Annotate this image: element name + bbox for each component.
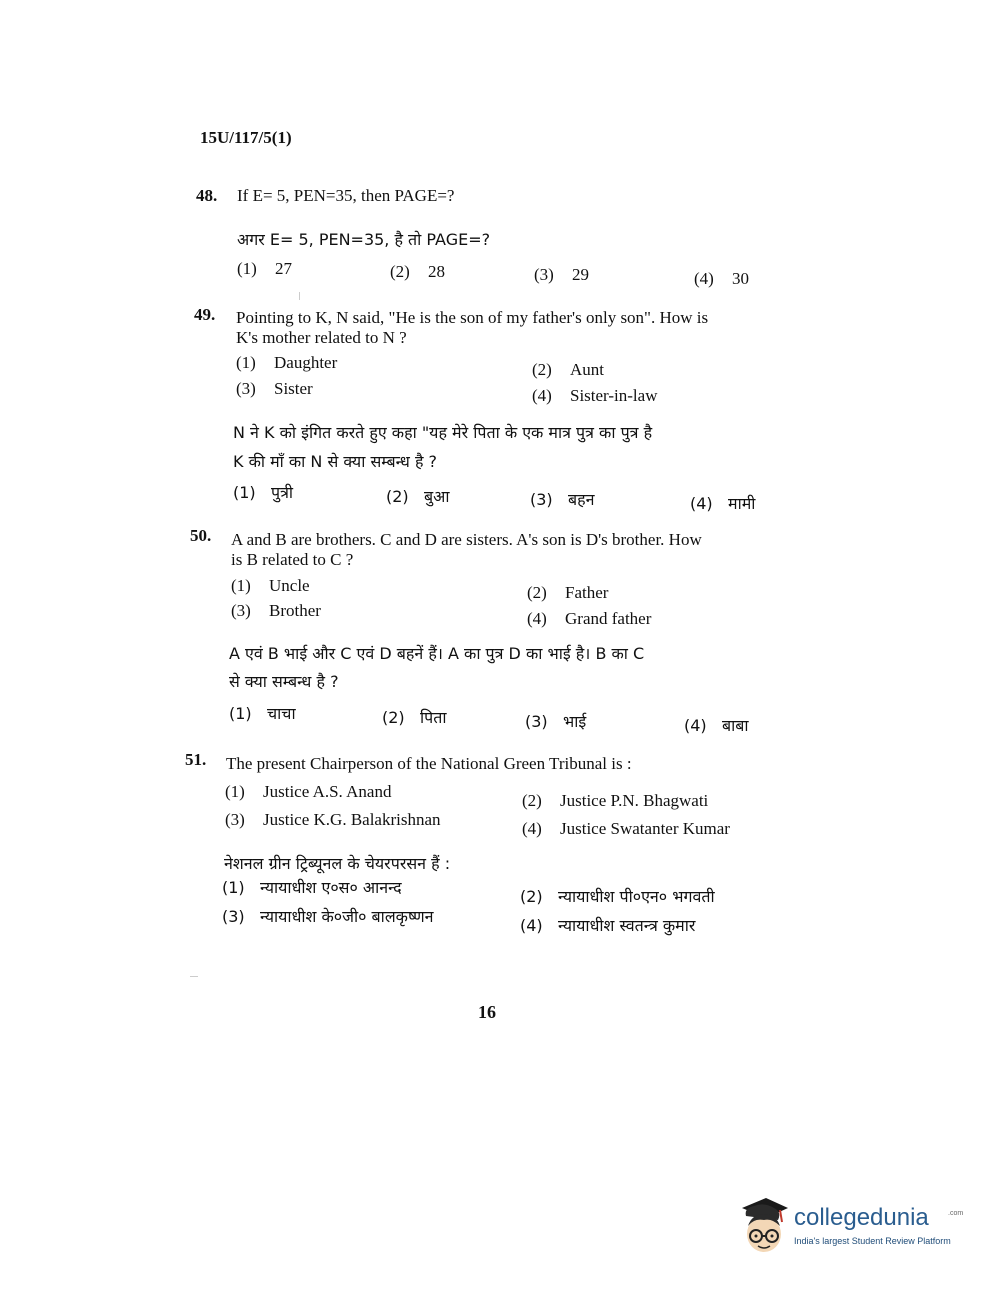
question-text-hi-line1: N ने K को इंगित करते हुए कहा "यह मेरे पिता के एक मात्र पुत्र का पुत्र है [233, 423, 653, 442]
option-1: (1) Daughter [236, 353, 338, 372]
option-3-hi: (3) भाई [525, 712, 587, 731]
option-3: (3) Brother [231, 601, 321, 620]
option-4: (4) Sister-in-law [532, 386, 658, 405]
option-3: (3) Sister [236, 379, 313, 398]
option-2: (2) Father [527, 583, 609, 602]
option-4-hi: (4) बाबा [684, 716, 749, 735]
question-text-hi-line2: से क्या सम्बन्ध है ? [229, 672, 339, 691]
question-text-en: The present Chairperson of the National Green Tribunal is : [226, 754, 632, 773]
question-number: 48. [196, 186, 218, 205]
page-number: 16 [478, 1002, 496, 1022]
option-3-hi: (3) न्यायाधीश के०जी० बालकृष्णन [222, 907, 434, 926]
option-2-hi: (2) बुआ [386, 487, 450, 506]
option-2-hi: (2) न्यायाधीश पी०एन० भगवती [520, 887, 715, 906]
option-4: (4) Justice Swatanter Kumar [522, 819, 730, 838]
question-text-en-line1: A and B are brothers. C and D are sisters. A's son is D's brother. How [231, 530, 702, 549]
option-1: (1) 27 [237, 259, 292, 278]
question-text-hi: नेशनल ग्रीन ट्रिब्यूनल के चेयरपरसन हैं : [224, 854, 451, 873]
option-1-hi: (1) चाचा [229, 704, 296, 723]
question-text-en-line2: K's mother related to N ? [236, 328, 407, 347]
question-number: 51. [185, 750, 207, 769]
scan-mark [190, 976, 198, 977]
option-3-hi: (3) बहन [530, 490, 595, 509]
option-2: (2) Aunt [532, 360, 604, 379]
option-4: (4) 30 [694, 269, 749, 288]
question-text-en-line1: Pointing to K, N said, "He is the son of my father's only son". How is [236, 308, 709, 327]
option-2-hi: (2) पिता [382, 708, 447, 727]
question-text-en-line2: is B related to C ? [231, 550, 354, 569]
question-text-hi-line2: K की माँ का N से क्या सम्बन्ध है ? [233, 452, 438, 471]
option-2: (2) Justice P.N. Bhagwati [522, 791, 709, 810]
question-text-en: If E= 5, PEN=35, then PAGE=? [237, 186, 455, 205]
option-3: (3) Justice K.G. Balakrishnan [225, 810, 441, 829]
collegedunia-logo [736, 1196, 966, 1266]
question-number: 50. [190, 526, 212, 545]
option-2: (2) 28 [390, 262, 445, 281]
logo-domain-text: .com [948, 1210, 964, 1217]
question-number: 49. [194, 305, 216, 324]
mascot-icon [736, 1196, 792, 1260]
option-1: (1) Uncle [231, 576, 310, 595]
option-3: (3) 29 [534, 265, 589, 284]
option-4-hi: (4) मामी [690, 494, 756, 513]
option-1: (1) Justice A.S. Anand [225, 782, 392, 801]
option-4-hi: (4) न्यायाधीश स्वतन्त्र कुमार [520, 916, 696, 935]
option-4: (4) Grand father [527, 609, 652, 628]
logo-tagline: India's largest Student Review Platform [794, 1236, 951, 1246]
option-1-hi: (1) न्यायाधीश ए०स० आनन्द [222, 878, 402, 897]
paper-code: 15U/117/5(1) [200, 128, 292, 147]
option-1-hi: (1) पुत्री [233, 483, 294, 502]
question-text-hi: अगर E= 5, PEN=35, है तो PAGE=? [237, 230, 491, 249]
scan-mark [299, 292, 300, 300]
question-text-hi-line1: A एवं B भाई और C एवं D बहनें हैं। A का पुत्र D का भाई है। B का C [229, 644, 645, 663]
logo-brand-text: collegedunia [794, 1204, 929, 1231]
